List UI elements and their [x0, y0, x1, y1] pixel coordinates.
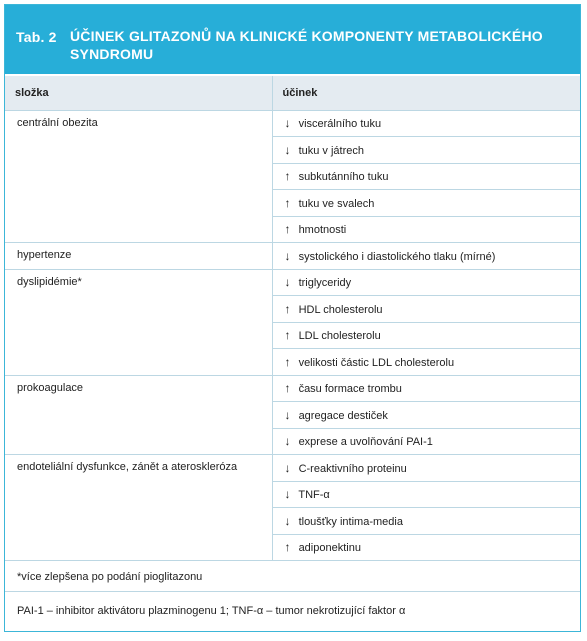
effect-cell: [272, 402, 580, 429]
effect-cell: [272, 349, 580, 376]
column-header-row: [5, 76, 580, 110]
component-cell: dyslipidémie*: [5, 269, 272, 375]
arrow-up-icon: ↑: [284, 169, 291, 184]
column-header-effect: účinek: [272, 76, 580, 110]
effect-text: C-reaktivního proteinu: [298, 462, 407, 475]
effect-cell: [272, 296, 580, 323]
effect-cell: [272, 243, 580, 270]
effect-text: TNF-α: [298, 489, 330, 502]
component-cell: endoteliální dysfunkce, zánět a ateroskleróza: [5, 455, 272, 561]
arrow-down-icon: ↓: [284, 407, 291, 422]
effect-cell: [272, 110, 580, 137]
effect-text: tuku ve svalech: [298, 197, 375, 210]
table-number: Tab. 2: [16, 29, 57, 45]
component-cell: prokoagulace: [5, 375, 272, 455]
effect-cell: [272, 190, 580, 217]
effect-text: tloušťky intima-media: [298, 515, 403, 528]
effect-cell: [272, 508, 580, 535]
arrow-up-icon: ↑: [284, 354, 291, 369]
table-row: [5, 269, 580, 296]
table-header: [5, 5, 580, 74]
arrow-down-icon: ↓: [284, 460, 291, 475]
arrow-up-icon: ↑: [284, 222, 291, 237]
column-header-component: složka: [5, 76, 272, 110]
table-card: [4, 4, 581, 632]
effect-text: exprese a uvolňování PAI-1: [298, 436, 433, 449]
arrow-down-icon: ↓: [284, 248, 291, 263]
arrow-up-icon: ↑: [284, 381, 291, 396]
arrow-up-icon: ↑: [284, 195, 291, 210]
effect-text: triglyceridy: [298, 277, 352, 290]
effect-text: HDL cholesterolu: [298, 303, 383, 316]
arrow-down-icon: ↓: [284, 434, 291, 449]
effect-text: systolického i diastolického tlaku (mírné): [298, 250, 496, 263]
effect-cell: [272, 534, 580, 561]
effect-text: hmotnosti: [298, 224, 347, 237]
footnote: *více zlepšena po podání pioglitazonu: [5, 562, 580, 592]
effect-text: velikosti částic LDL cholesterolu: [298, 356, 455, 369]
arrow-up-icon: ↑: [284, 301, 291, 316]
component-cell: centrální obezita: [5, 110, 272, 243]
arrow-down-icon: ↓: [284, 142, 291, 157]
table-title: ÚČINEK GLITAZONŮ NA KLINICKÉ KOMPONENTY METABOLICKÉHO SYNDROMU: [70, 28, 543, 62]
effect-cell: [272, 455, 580, 482]
table-body: [5, 110, 580, 561]
effect-text: adiponektinu: [298, 542, 361, 555]
effect-cell: [272, 216, 580, 243]
arrow-down-icon: ↓: [284, 116, 291, 131]
effect-text: tuku v játrech: [298, 144, 364, 157]
table-row: [5, 110, 580, 137]
arrow-up-icon: ↑: [284, 540, 291, 555]
effect-text: agregace destiček: [298, 409, 388, 422]
abbreviations-note: PAI-1 – inhibitor aktivátoru plazminogenu 1; TNF-α – tumor nekrotizující faktor α: [17, 605, 406, 617]
arrow-down-icon: ↓: [284, 275, 291, 290]
effect-text: subkutánního tuku: [298, 171, 389, 184]
arrow-down-icon: ↓: [284, 487, 291, 502]
arrow-down-icon: ↓: [284, 513, 291, 528]
effect-cell: [272, 375, 580, 402]
effects-table: [5, 76, 580, 561]
effect-cell: [272, 137, 580, 164]
component-cell: hypertenze: [5, 243, 272, 270]
effect-text: času formace trombu: [298, 383, 402, 396]
effect-text: viscerálního tuku: [298, 118, 382, 131]
table-row: [5, 243, 580, 270]
effect-cell: [272, 428, 580, 455]
effect-cell: [272, 322, 580, 349]
arrow-up-icon: ↑: [284, 328, 291, 343]
effect-cell: [272, 269, 580, 296]
effect-cell: [272, 163, 580, 190]
effect-text: LDL cholesterolu: [298, 330, 381, 343]
table-row: [5, 375, 580, 402]
effect-cell: [272, 481, 580, 508]
table-row: [5, 455, 580, 482]
